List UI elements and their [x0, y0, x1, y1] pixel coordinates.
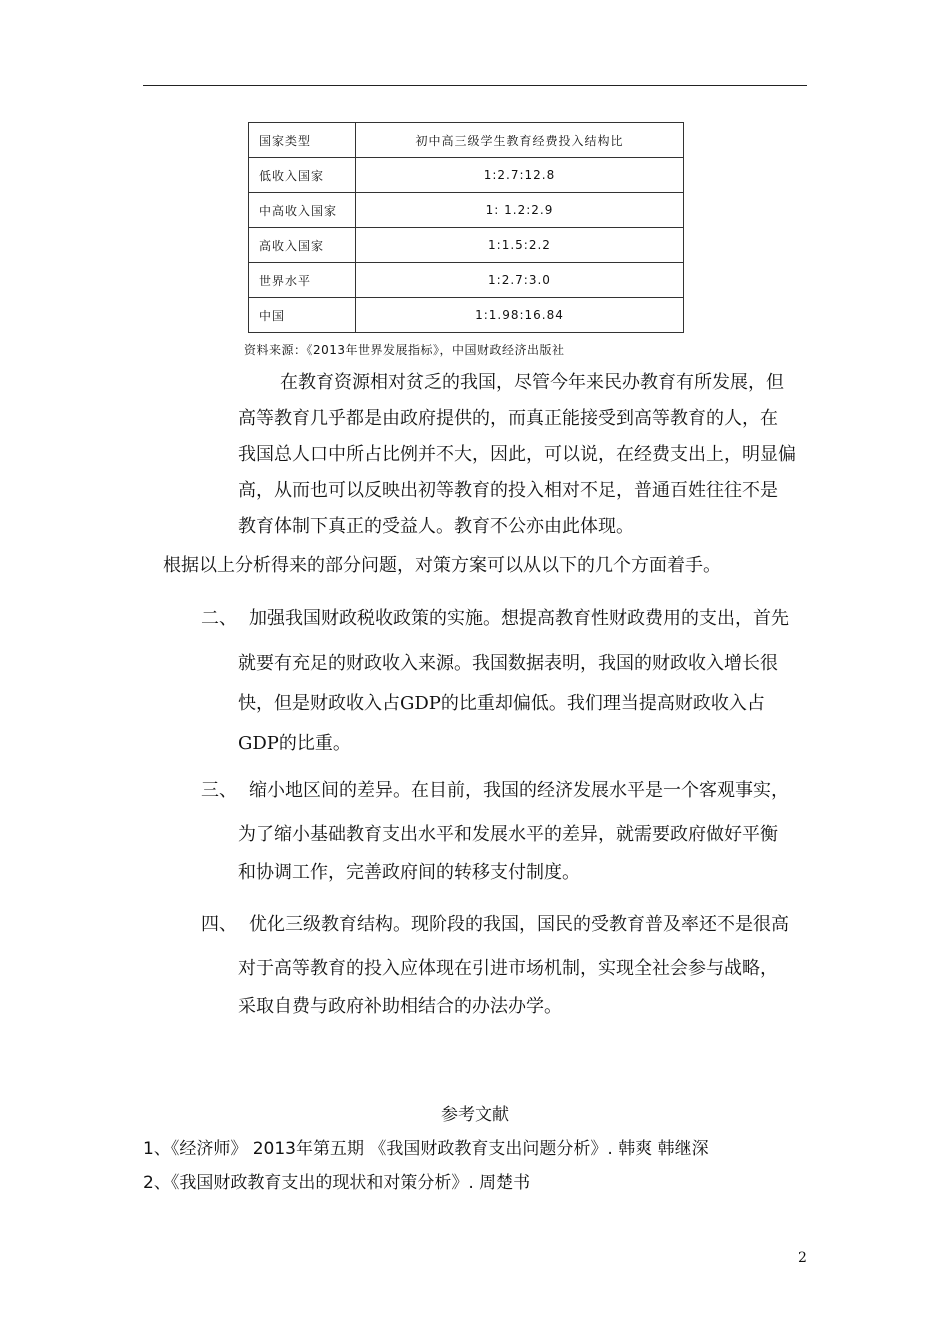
- paragraph-line: 我国总人口中所占比例并不大，因此，可以说，在经费支出上，明显偏: [238, 444, 796, 465]
- table-cell-country: 低收入国家: [249, 158, 356, 193]
- item-heading: 加强我国财政税收政策的实施。想提高教育性财政费用的支出，首先: [249, 608, 789, 629]
- policy-item-2-body: [238, 644, 778, 764]
- table-row: [249, 298, 684, 333]
- policy-item-3-head: [201, 776, 789, 802]
- policy-item-4-head: [201, 910, 789, 936]
- table-cell-ratio: 1:2.7:3.0: [356, 263, 684, 298]
- table-cell-country: 高收入国家: [249, 228, 356, 263]
- table-row: [249, 263, 684, 298]
- item-heading: 缩小地区间的差异。在目前，我国的经济发展水平是一个客观事实，: [249, 780, 789, 801]
- item-number: 二、: [201, 608, 237, 629]
- table-row: [249, 193, 684, 228]
- item-line: GDP的比重。: [238, 733, 351, 754]
- item-line: 和协调工作，完善政府间的转移支付制度。: [238, 862, 580, 883]
- item-number: 三、: [201, 780, 237, 801]
- policy-item-3-body: [238, 816, 778, 892]
- item-line: 就要有充足的财政收入来源。我国数据表明，我国的财政收入增长很: [238, 653, 778, 674]
- table-cell-ratio: 1:1.5:2.2: [356, 228, 684, 263]
- header-rule: [143, 85, 807, 86]
- paragraph-line: 教育体制下真正的受益人。教育不公亦由此体现。: [238, 516, 634, 537]
- item-heading: 优化三级教育结构。现阶段的我国，国民的受教育普及率还不是很高: [249, 914, 789, 935]
- table-cell-country: 中高收入国家: [249, 193, 356, 228]
- table-cell-ratio: 1:2.7:12.8: [356, 158, 684, 193]
- item-number: 四、: [201, 914, 237, 935]
- policy-item-4-body: [238, 950, 778, 1026]
- table-header-cell: 国家类型: [249, 123, 356, 158]
- policy-item-2-head: [201, 604, 789, 630]
- table-header-row: [249, 123, 684, 158]
- paragraph-line: 高等教育几乎都是由政府提供的，而真正能接受到高等教育的人，在: [238, 408, 778, 429]
- page-number: 2: [798, 1250, 807, 1266]
- table-source-note: 资料来源：《2013年世界发展指标》，中国财政经济出版社: [244, 343, 565, 357]
- table-cell-ratio: 1: 1.2:2.9: [356, 193, 684, 228]
- table-row: [249, 228, 684, 263]
- paragraph-line: 在教育资源相对贫乏的我国，尽管今年来民办教育有所发展，但: [280, 372, 784, 393]
- item-line: 快，但是财政收入占GDP的比重却偏低。我们理当提高财政收入占: [238, 693, 765, 714]
- item-line: 为了缩小基础教育支出水平和发展水平的差异，就需要政府做好平衡: [238, 824, 778, 845]
- table-header-cell: 初中高三级学生教育经费投入结构比: [356, 123, 684, 158]
- table-cell-country: 中国: [249, 298, 356, 333]
- education-ratio-table: [248, 122, 684, 333]
- reference-entry: 2、《我国财政教育支出的现状和对策分析》. 周楚书: [143, 1173, 531, 1193]
- paragraph-line: 高，从而也可以反映出初等教育的投入相对不足，普通百姓往往不是: [238, 480, 778, 501]
- references-title: 参考文献: [441, 1105, 509, 1125]
- item-line: 采取自费与政府补助相结合的办法办学。: [238, 996, 562, 1017]
- item-line: 对于高等教育的投入应体现在引进市场机制，实现全社会参与战略，: [238, 958, 778, 979]
- table-row: [249, 158, 684, 193]
- table-cell-country: 世界水平: [249, 263, 356, 298]
- intro-sentence: 根据以上分析得来的部分问题，对策方案可以从以下的几个方面着手。: [163, 555, 721, 576]
- reference-entry: 1、《经济师》 2013年第五期 《我国财政教育支出问题分析》. 韩爽 韩继深: [143, 1139, 709, 1159]
- body-paragraph: [238, 365, 796, 545]
- table-cell-ratio: 1:1.98:16.84: [356, 298, 684, 333]
